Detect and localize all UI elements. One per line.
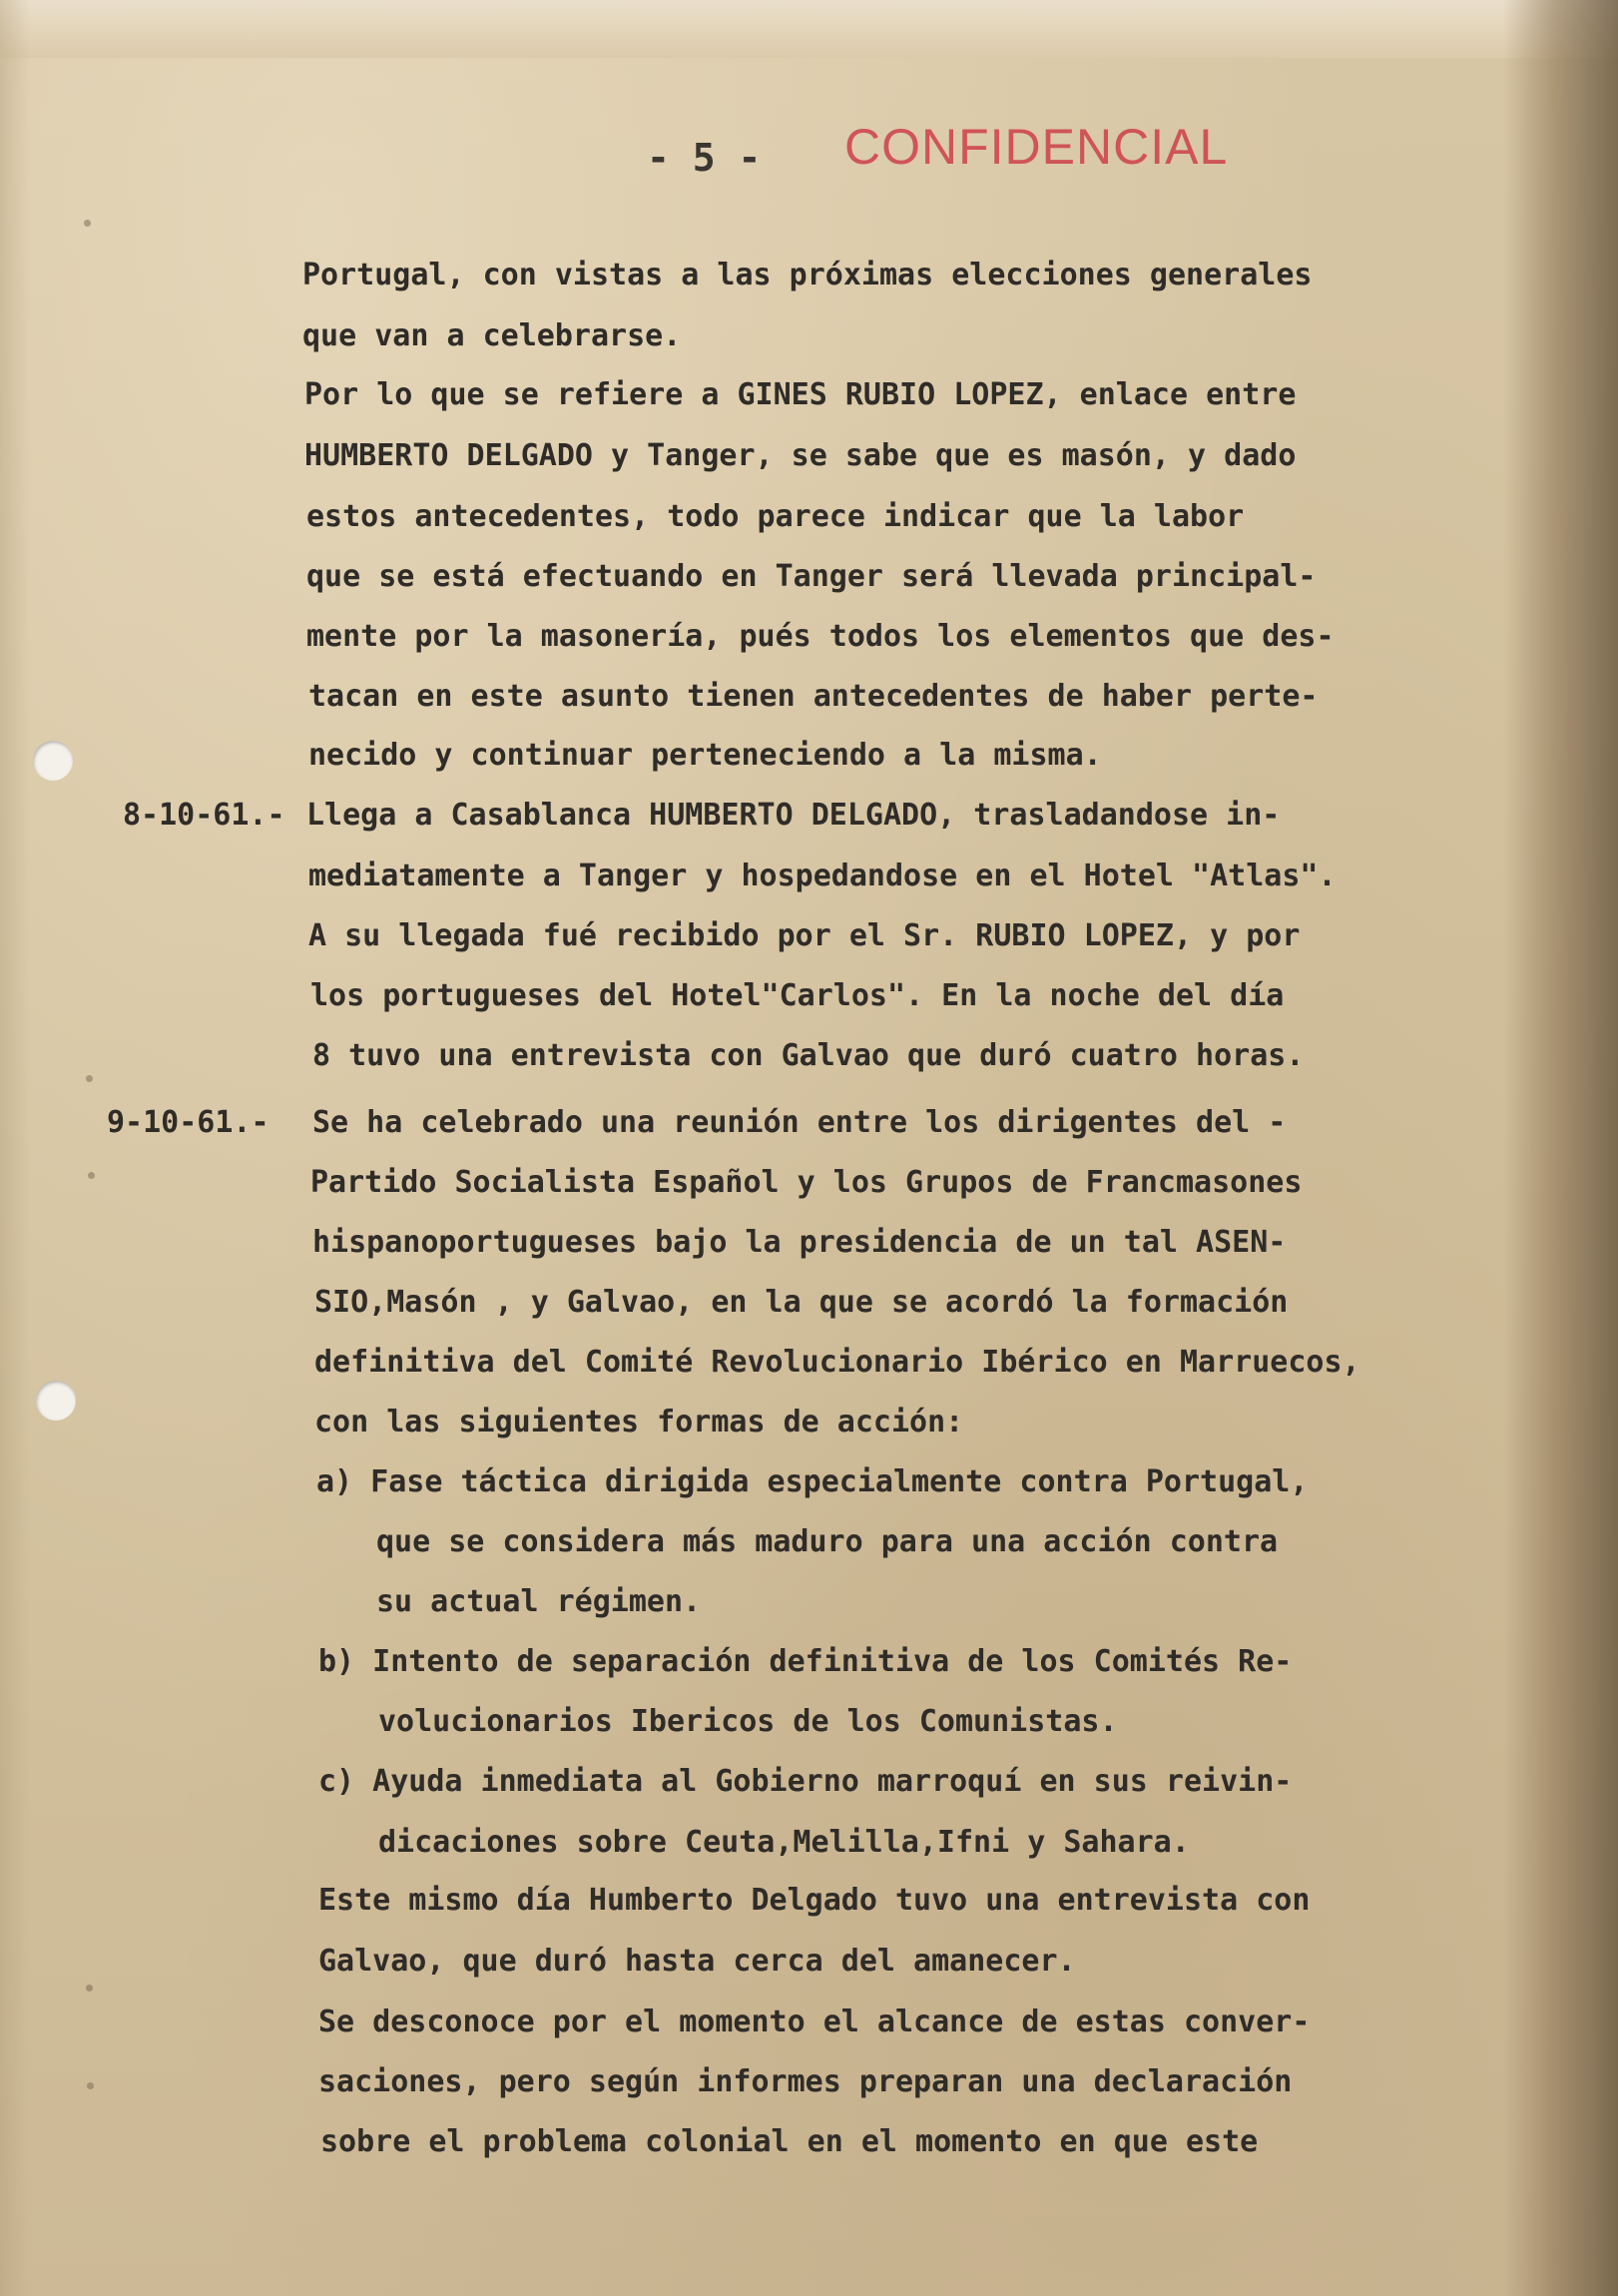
- text-line: con las siguientes formas de acción:: [314, 1405, 964, 1439]
- list-item: a) Fase táctica dirigida especialmente contra Portugal,: [316, 1464, 1309, 1499]
- text-line: que se está efectuando en Tanger será llevada principal-: [306, 559, 1317, 594]
- text-line: Galvao, que duró hasta cerca del amanecer.: [318, 1944, 1076, 1979]
- text-line: que van a celebrarse.: [302, 318, 682, 353]
- entry-date: 9-10-61.-: [107, 1105, 270, 1140]
- text-line: saciones, pero según informes preparan una declaración: [318, 2064, 1293, 2099]
- paper-top-edge: [0, 0, 1618, 58]
- text-line: definitiva del Comité Revolucionario Ibérico en Marruecos,: [314, 1345, 1360, 1380]
- paper-speck: [87, 2082, 94, 2089]
- list-item: b) Intento de separación definitiva de los Comités Re-: [318, 1644, 1293, 1679]
- text-line: Partido Socialista Español y los Grupos de Francmasones: [310, 1165, 1303, 1200]
- text-line: los portugueses del Hotel"Carlos". En la noche del día: [310, 978, 1285, 1013]
- text-line: Este mismo día Humberto Delgado tuvo una entrevista con: [318, 1883, 1311, 1918]
- list-item: c) Ayuda inmediata al Gobierno marroquí en sus reivin-: [318, 1764, 1293, 1799]
- text-line: sobre el problema colonial en el momento en que este: [320, 2124, 1259, 2159]
- text-line: Por lo que se refiere a GINES RUBIO LOPEZ, enlace entre: [304, 377, 1297, 412]
- paper-left-shadow: [0, 0, 30, 2296]
- page-number: - 5 -: [647, 136, 762, 180]
- text-line: que se considera más maduro para una acción contra: [376, 1524, 1279, 1559]
- text-line: SIO,Masón , y Galvao, en la que se acordó la formación: [314, 1285, 1289, 1320]
- paper-speck: [88, 1172, 95, 1179]
- text-line: necido y continuar perteneciendo a la misma.: [308, 738, 1102, 773]
- paper-speck: [84, 220, 91, 227]
- text-line: Portugal, con vistas a las próximas elecciones generales: [302, 258, 1313, 292]
- paper-speck: [86, 1985, 93, 1992]
- text-line: A su llegada fué recibido por el Sr. RUBIO LOPEZ, y por: [308, 918, 1301, 953]
- text-line: Se ha celebrado una reunión entre los dirigentes del -: [312, 1105, 1287, 1140]
- text-line: HUMBERTO DELGADO y Tanger, se sabe que es masón, y dado: [304, 438, 1297, 473]
- text-line: Se desconoce por el momento el alcance de estas conver-: [318, 2005, 1311, 2039]
- text-line: dicaciones sobre Ceuta,Melilla,Ifni y Sahara.: [378, 1825, 1190, 1860]
- text-line: tacan en este asunto tienen antecedentes de haber perte-: [308, 679, 1319, 714]
- confidential-stamp: CONFIDENCIAL: [844, 119, 1229, 175]
- entry-date: 8-10-61.-: [123, 798, 285, 833]
- text-line: volucionarios Ibericos de los Comunistas.: [378, 1704, 1118, 1739]
- paper-right-edge-stain: [1503, 0, 1618, 2296]
- text-line: 8 tuvo una entrevista con Galvao que duró cuatro horas.: [312, 1038, 1305, 1073]
- text-line: mente por la masonería, pués todos los elementos que des-: [306, 619, 1335, 654]
- paper-speck: [86, 1075, 93, 1082]
- text-line: estos antecedentes, todo parece indicar que la labor: [306, 499, 1245, 534]
- punch-hole-bottom: [36, 1381, 76, 1421]
- text-line: su actual régimen.: [376, 1584, 702, 1619]
- text-line: Llega a Casablanca HUMBERTO DELGADO, trasladandose in-: [306, 798, 1281, 833]
- punch-hole-top: [33, 741, 73, 781]
- text-line: hispanoportugueses bajo la presidencia de un tal ASEN-: [312, 1225, 1287, 1260]
- text-line: mediatamente a Tanger y hospedandose en el Hotel "Atlas".: [308, 859, 1337, 893]
